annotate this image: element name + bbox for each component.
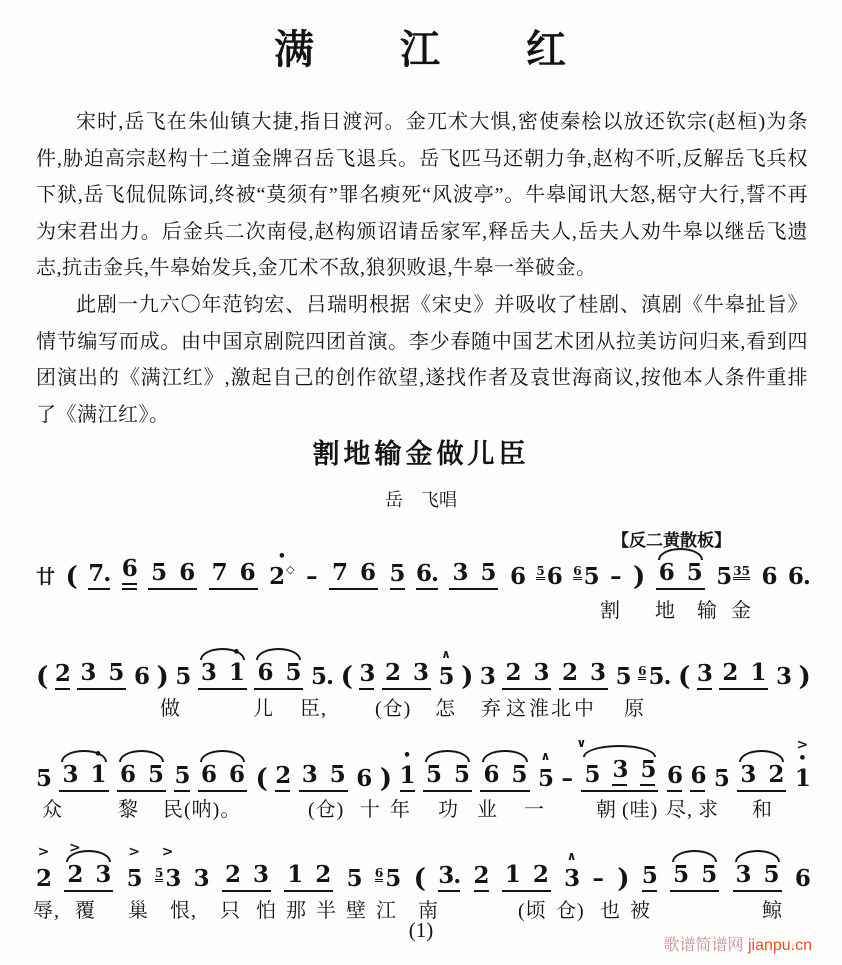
lyric-syllable: 求 [698,799,719,821]
music-note: 5 [346,865,362,892]
octave-dot-mark: • [402,748,412,763]
music-note: 6. [416,561,438,590]
slur-group [737,762,786,792]
music-note: 5 [148,761,164,788]
music-note: 6 [794,865,810,892]
lyric-line-2 [0,692,842,718]
music-note: ) [617,864,629,894]
music-note: 3 [533,659,549,686]
music-note: 3 [301,761,317,788]
music-note: 3 [479,663,495,690]
music-note: 5 > [126,844,142,892]
music-note: 3 [80,659,96,686]
grace-note: 5 [154,866,164,880]
music-note: 6 [356,765,372,792]
music-line-4 [36,840,810,894]
grace-note: 6 [573,564,582,578]
music-note: 6 [133,663,149,690]
music-note: ) [798,662,810,692]
lyric-syllable: 恨, [170,900,197,922]
octave-dot-mark: • [232,645,241,660]
music-note: 5 [763,861,779,888]
lyric-syllable: 年 [390,799,411,821]
music-note: 6 [509,563,525,590]
music-note: 5 35 [716,563,750,590]
music-note: 3 [740,761,756,788]
lyric-line-1 [0,594,842,620]
music-note: ) [379,764,392,794]
music-note: 6 [228,761,244,788]
lyric-line-3 [0,793,842,819]
music-note: ) [461,662,473,692]
fermata-mark: ∧ [566,849,577,863]
music-note: 2 > [67,840,83,888]
octave-dot-mark: • [277,549,287,564]
music-note: ( [255,764,267,794]
music-note: 2 [532,861,548,888]
music-line-1 [36,549,810,592]
page-title: 满 江 红 [274,27,568,72]
music-note: 5 [673,861,689,888]
music-note: 3 [200,659,216,686]
music-note: 3 [62,761,78,788]
music-note: 5 [713,765,729,792]
music-note: 3 ∧ [564,849,580,892]
music-note: 5 [701,861,717,888]
music-note: 5 [686,559,702,586]
music-note: 2 [224,861,240,888]
music-line-3 [36,736,810,794]
music-note: 2 [768,761,784,788]
music-note: 5 [511,761,527,788]
music-line-2 [36,645,810,692]
octave-dot-mark: • [93,747,103,762]
lyric-line-4 [0,894,842,920]
music-note: 3 [95,861,111,888]
lyric-syllable: 巢 [128,900,149,922]
music-note: 6 [200,761,216,788]
music-note: 1 • [228,645,244,686]
beam-group [148,560,197,590]
music-note: 1 [287,861,303,888]
beam-group [299,762,348,792]
music-note: 3 [735,861,751,888]
accent-mark: > [37,844,50,860]
lyric-syllable: (仓) [375,698,412,720]
music-note: 2 [505,659,521,686]
lyric-syllable: 那 [286,900,307,922]
lyric-syllable: 仓) [556,900,585,922]
music-note: 3 [590,659,606,686]
aria-title: 割地输金做儿臣 [312,439,530,469]
lyric-syllable: 金 [731,600,752,622]
music-note: 5 [425,761,441,788]
grace-note: 35 [733,564,750,578]
octave-dot-mark: • [798,751,807,766]
history-paragraph: 此剧一九六〇年范钧宏、吕瑞明根据《宋史》并吸收了桂剧、滇剧《牛皋扯旨》情节编写而成。由中国京剧院四团首演。李少春随中国艺术团从拉美访问归来,看到四团演出的《满江红》,激起自己的创作欲望,遂找作者及袁世海商议,按他本人条件重排了《满江红》。 [36,294,808,426]
lyric-syllable: 业 [477,799,498,821]
lyric-syllable: 这 [506,698,527,720]
music-note: – [610,563,622,590]
music-note: 2 [562,659,578,686]
lyric-syllable: 众 [42,799,63,821]
music-note: 5 6 [536,563,562,590]
music-note: 6 [239,559,255,586]
music-note: 6 5 [374,865,401,892]
tempo-label: 【反二黄散板】 [612,531,731,550]
music-note: 6 [658,559,674,586]
lyric-syllable: 江 [376,900,397,922]
music-note: 5 [642,863,657,892]
grace-note: 5 [536,564,545,578]
slur-group [656,560,705,590]
slur-group [670,862,719,892]
lyric-syllable: 功 [438,799,459,821]
slur-group [254,660,303,690]
music-note: 5 [480,559,496,586]
beam-group [222,862,271,892]
lyric-syllable: 中 [574,698,595,720]
music-note: 6 [690,763,705,792]
lyric-syllable: 也 [600,900,621,922]
beam-group [449,560,498,590]
lyric-syllable: 儿 [253,698,274,720]
music-note: – [592,865,604,892]
lyric-syllable: 输 [697,600,718,622]
music-note: 2 [722,659,738,686]
accent-mark: > [796,737,809,753]
music-note: 2 [384,659,400,686]
slur-group [480,762,529,792]
watermark-domain: jianpu.cn [747,937,812,954]
music-note: 3 [412,659,428,686]
lyric-syllable: 割 [600,600,621,622]
music-note: 6 [179,559,195,586]
slur-group [576,736,658,792]
music-note: 3. [438,863,460,892]
music-note: 7 [332,559,348,586]
music-note: 5 [329,761,345,788]
beam-group [284,862,333,892]
music-note: 5 ∧ [537,749,553,792]
music-note: 6 5 [573,563,599,590]
music-note: 2 [55,661,70,690]
lyric-syllable: 被 [630,900,651,922]
music-note: 6 [667,763,682,792]
beam-group [719,660,768,690]
music-note: 5 [108,659,124,686]
lyric-syllable: 原 [624,698,645,720]
lyric-syllable: 南 [418,900,439,922]
lyric-syllable: 鲸 [762,900,783,922]
slur-group [117,762,166,792]
music-note: 5 [390,561,405,590]
watermark [663,932,812,955]
singer-label: 岳 飞唱 [385,490,457,510]
music-note: 5 [285,659,301,686]
lyric-syllable: 半 [316,900,337,922]
beam-group [329,560,378,590]
slur-group [423,762,472,792]
music-note: 5 [175,663,191,690]
music-note: 3 [697,661,712,690]
lyric-syllable: 怕 [256,900,277,922]
music-note: 3 [193,865,209,892]
music-note: 6 [360,559,376,586]
slur-group [198,762,247,792]
music-note: 3 [452,559,468,586]
lyric-syllable: 尽, [666,799,693,821]
music-note: 6. [787,563,810,590]
music-note: 2 • ◇ [269,549,295,590]
music-note: 1 • > [794,737,810,792]
lyric-syllable: 北 [551,698,572,720]
music-note: – [306,563,318,590]
lyric-syllable: 民(呐)。 [163,799,242,821]
music-note: 2 [315,861,331,888]
grace-note: 6 [374,866,384,880]
music-note: 3 [775,663,791,690]
ornament-diamond-mark: ◇ [286,563,295,576]
music-note: 廿 [36,566,55,588]
music-note: 1 • [400,763,415,792]
beam-group [77,660,126,690]
lyric-syllable: 和 [752,799,773,821]
lyric-syllable: (仓) [308,799,345,821]
music-note: 6 [257,659,273,686]
accent-mark: > [128,844,141,860]
music-note: 1 [504,861,520,888]
music-note: 5. [311,663,334,690]
music-note: 7 [211,559,227,586]
music-note: 5 [584,761,600,788]
music-note: – [561,765,573,792]
lyric-syllable: 淮 [529,698,550,720]
fermata-mark: ∧ [441,647,451,661]
music-note: 5 3 > [154,844,181,892]
music-note: 5 [640,757,655,786]
slur-group [59,747,108,792]
music-note: 6 [761,563,777,590]
music-note: ) [633,562,645,592]
music-note: 1 • [90,747,106,788]
lyric-syllable: 辱, [33,900,60,922]
lyric-syllable: 朝 [596,799,617,821]
beam-group [502,660,551,690]
lyric-syllable: (哇) [622,799,659,821]
lyric-syllable: 地 [655,600,676,622]
music-note: ) [156,662,168,692]
slur-group [733,862,782,892]
lyric-syllable: 覆 [75,900,96,922]
music-note: 6 [122,556,137,590]
music-note: 3 [359,661,374,690]
page-number: (1) [408,918,434,942]
beam-group [382,660,431,690]
lyric-syllable: 臣, [300,698,327,720]
music-note: 5 [151,559,167,586]
music-note: 2 > [36,844,52,892]
music-note: ( [678,662,690,692]
lyric-syllable: 十 [360,799,381,821]
music-note: 3 [252,861,268,888]
music-note: 5 [615,663,631,690]
accent-mark: > [161,844,174,860]
lyric-syllable: (顷 [518,900,547,922]
grace-note: 6 [638,664,647,678]
music-note: 2 [474,863,489,892]
lyric-syllable: 只 [220,900,241,922]
lyric-syllable: 黎 [118,799,139,821]
music-note: 2 [275,763,290,792]
music-note: 5 [36,765,52,792]
music-note: 5 [454,761,470,788]
music-note: ( [36,662,48,692]
breath-mark: ∨ [576,736,587,750]
music-note: ( [413,864,425,894]
music-note: 5 ∧ [438,647,454,690]
slur-group [64,840,113,892]
lyric-syllable: 一 [524,799,545,821]
lyric-syllable: 怎 [435,698,456,720]
music-note: 6 [483,761,499,788]
lyric-syllable: 弃 [481,698,502,720]
music-note: ( [65,562,77,592]
beam-group [502,862,551,892]
music-note: 5 [174,763,189,792]
beam-group [559,660,608,690]
lyric-syllable: 做 [160,698,181,720]
music-note: 1 [750,659,766,686]
music-note: 7. [88,561,110,590]
music-note: 3 [612,757,627,786]
synopsis-paragraph: 宋时,岳飞在朱仙镇大捷,指日渡河。金兀术大惧,密使秦桧以放还钦宗(赵桓)为条件,胁迫高宗赵构十二道金牌召岳飞退兵。岳飞匹马还朝力争,赵构不听,反解岳飞兵权下狱,岳飞侃侃陈词,终被“莫须有”罪名瘐死“风波亭”。牛皋闻讯大怒,椐守大行,誓不再为宋君出力。后金兵二次南侵,赵构颁诏请岳家军,释岳夫人,岳夫人劝牛皋以继岳飞遗志,抗击金兵,牛皋始发兵,金兀术不敌,狼狈败退,牛皋一举破金。 [36,111,808,279]
beam-group [209,560,258,590]
fermata-mark: ∧ [540,749,551,763]
music-note: 6 5. [638,663,671,690]
music-note: ( [340,662,352,692]
watermark-site: 歌谱简谱网 [663,937,744,954]
slur-group [198,645,247,690]
accent-mark: > [68,840,81,856]
lyric-syllable: 壁 [346,900,367,922]
music-note: 6 [119,761,135,788]
